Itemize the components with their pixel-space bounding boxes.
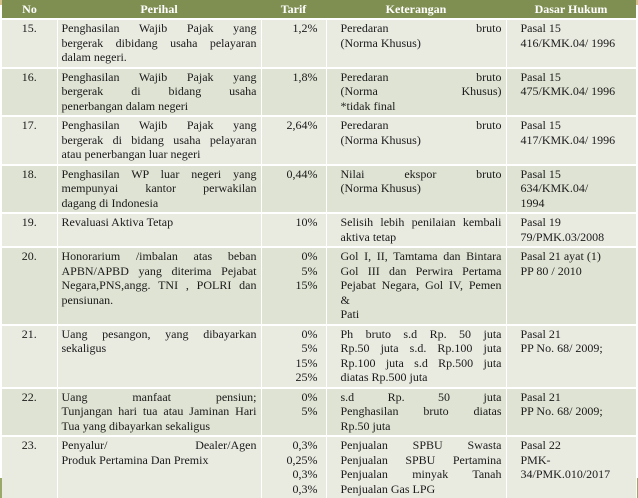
perihal-line: bergerak di bidang usaha — [61, 84, 257, 98]
keterangan-cell — [326, 325, 506, 388]
keterangan-line: (Norma Khusus) — [340, 35, 421, 50]
dasar-hukum-line: PP 80 / 2010 — [520, 263, 582, 278]
tarif-value: 0,25% — [286, 452, 318, 467]
perihal-line: Penghasilan Wajib Pajak yang — [61, 118, 257, 132]
perihal-cell — [57, 247, 261, 325]
tarif-value: 0% — [301, 249, 318, 263]
dasar-hukum-line: Pasal 15 — [520, 69, 561, 84]
dasar-hukum-line: 634/KMK.04/ — [520, 181, 589, 195]
tarif-value: 15% — [295, 278, 318, 292]
dasar-hukum-cell — [506, 116, 636, 165]
dasar-hukum-line: Pasal 15 — [520, 166, 561, 181]
perihal-cell — [57, 213, 261, 247]
keterangan-cell — [326, 436, 506, 498]
perihal-line: bergerak di bidang usaha pelayaran — [61, 132, 257, 147]
perihal-line: APBN/APBD yang diterima Pejabat — [61, 263, 257, 278]
keterangan-line: Penjualan Gas LPG — [340, 481, 436, 496]
keterangan-cell — [326, 388, 506, 437]
keterangan-cell — [326, 68, 506, 117]
perihal-line: Revaluasi Aktiva Tetap — [61, 215, 174, 229]
perihal-line: atau penerbangan luar negeri — [61, 147, 201, 161]
keterangan-cell — [326, 165, 506, 214]
perihal-line: Penghasilan Wajib Pajak yang — [61, 69, 257, 84]
keterangan-cell — [326, 116, 506, 165]
row-number: 17. — [2, 116, 57, 165]
tarif-value: 0,3% — [292, 481, 318, 496]
row-number: 22. — [2, 388, 57, 437]
keterangan-cell — [326, 247, 506, 325]
perihal-line: sekaligus — [61, 341, 107, 355]
row-number: 20. — [2, 247, 57, 325]
tarif-value: 0% — [301, 389, 318, 404]
tax-rates-table — [2, 0, 637, 498]
dasar-hukum-line: 1994 — [520, 195, 545, 210]
table-row — [2, 116, 636, 165]
tarif-value: 0,3% — [292, 467, 318, 481]
dasar-hukum-cell — [506, 213, 636, 247]
keterangan-cell — [326, 19, 506, 68]
dasar-hukum-line: Pasal 15 — [520, 118, 561, 132]
tarif-cell — [261, 165, 326, 214]
tarif-cell — [261, 19, 326, 68]
perihal-line: penerbangan dalam negeri — [61, 98, 189, 113]
dasar-hukum-line: PP No. 68/ 2009; — [520, 341, 603, 355]
dasar-hukum-line: 79/PMK.03/2008 — [520, 229, 605, 244]
row-number: 18. — [2, 165, 57, 214]
perihal-line: Produk Pertamina Dan Premix — [61, 452, 209, 467]
tarif-value: 2,64% — [286, 118, 318, 132]
perihal-line: Negara,PNS,angg. TNI , POLRI dan — [61, 278, 257, 292]
row-number: 16. — [2, 68, 57, 117]
tarif-value: 1,8% — [292, 69, 318, 84]
dasar-hukum-line: 34/PMK.010/2017 — [520, 467, 611, 481]
tarif-value: 15% — [295, 355, 318, 370]
header-perihal: Perihal — [57, 0, 261, 19]
tarif-value: 1,2% — [292, 21, 318, 35]
perihal-line: Tua yang dibayarkan sekaligus — [61, 418, 211, 433]
keterangan-line: Gol III dan Perwira Pertama — [340, 263, 502, 278]
keterangan-line: Rp.50 juta s.d. Rp.100 juta — [340, 341, 502, 355]
tarif-value: 5% — [301, 404, 318, 418]
dasar-hukum-cell — [506, 68, 636, 117]
dasar-hukum-line: Pasal 21 ayat (1) — [520, 249, 601, 263]
perihal-line: Penghasilan Wajib Pajak yang — [61, 21, 257, 35]
perihal-cell — [57, 165, 261, 214]
perihal-line: Honorarium /imbalan atas beban — [61, 249, 257, 263]
perihal-cell — [57, 19, 261, 68]
keterangan-line: (Norma Khusus) — [340, 181, 421, 195]
dasar-hukum-line: PMK- — [520, 452, 551, 467]
row-number: 19. — [2, 213, 57, 247]
keterangan-line: Pejabat Negara, Gol IV, Pemen & — [340, 278, 502, 307]
perihal-line: bergerak dibidang usaha pelayaran — [61, 35, 257, 50]
dasar-hukum-cell — [506, 165, 636, 214]
keterangan-line: (Norma Khusus) — [340, 132, 421, 147]
header-keterangan: Keterangan — [326, 0, 506, 19]
tarif-cell — [261, 436, 326, 498]
keterangan-line: Penjualan minyak Tanah — [340, 467, 502, 481]
perihal-line: Penghasilan WP luar negeri yang — [61, 166, 257, 181]
keterangan-line: diatas Rp.500 juta — [340, 370, 428, 384]
keterangan-line: Pati — [340, 307, 360, 321]
keterangan-line: Nilai ekspor bruto — [340, 166, 502, 181]
perihal-cell — [57, 325, 261, 388]
tarif-value: 5% — [301, 341, 318, 355]
keterangan-line: Penjualan SPBU Pertamina — [340, 452, 502, 467]
table-row — [2, 388, 636, 437]
perihal-cell — [57, 68, 261, 117]
table-row — [2, 247, 636, 325]
tarif-value: 0,44% — [286, 166, 318, 181]
keterangan-line: Gol I, II, Tamtama dan Bintara — [340, 249, 502, 263]
table-row — [2, 325, 636, 388]
perihal-line: Uang manfaat pensiun; — [61, 389, 257, 404]
header-dasar-hukum: Dasar Hukum — [506, 0, 636, 19]
keterangan-line: Penjualan SPBU Swasta — [340, 438, 502, 452]
tarif-cell — [261, 247, 326, 325]
perihal-cell — [57, 436, 261, 498]
dasar-hukum-cell — [506, 436, 636, 498]
tarif-value: 0% — [301, 326, 318, 341]
dasar-hukum-line: 475/KMK.04/ 1996 — [520, 84, 616, 98]
table-header-row — [2, 0, 636, 19]
keterangan-cell — [326, 213, 506, 247]
perihal-line: dalam negeri. — [61, 50, 127, 64]
keterangan-line: aktiva tetap — [340, 229, 397, 244]
dasar-hukum-cell — [506, 19, 636, 68]
dasar-hukum-line: Pasal 21 — [520, 326, 561, 341]
keterangan-line: Selisih lebih penilaian kembali — [340, 215, 502, 229]
perihal-line: mempunyai kantor perwakilan — [61, 181, 257, 195]
dasar-hukum-cell — [506, 247, 636, 325]
keterangan-line: Rp.100 juta s.d Rp.500 juta — [340, 355, 502, 370]
row-number: 23. — [2, 436, 57, 498]
keterangan-line: Peredaran bruto — [340, 69, 502, 84]
row-number: 21. — [2, 325, 57, 388]
table-row — [2, 213, 636, 247]
dasar-hukum-line: PP No. 68/ 2009; — [520, 404, 603, 418]
keterangan-line: Peredaran bruto — [340, 118, 502, 132]
dasar-hukum-line: Pasal 21 — [520, 389, 561, 404]
row-number: 15. — [2, 19, 57, 68]
table-row — [2, 165, 636, 214]
perihal-cell — [57, 116, 261, 165]
keterangan-line: Rp.50 juta — [340, 418, 391, 433]
tarif-value: 5% — [301, 263, 318, 278]
dasar-hukum-line: Pasal 19 — [520, 215, 561, 229]
keterangan-line: Ph bruto s.d Rp. 50 juta — [340, 326, 502, 341]
header-no: No — [2, 0, 57, 19]
tarif-value: 10% — [295, 215, 318, 229]
dasar-hukum-line: 416/KMK.04/ 1996 — [520, 35, 616, 50]
tarif-cell — [261, 388, 326, 437]
table-row — [2, 19, 636, 68]
dasar-hukum-line: Pasal 22 — [520, 438, 561, 452]
perihal-line: Penyalur/ Dealer/Agen — [61, 438, 257, 452]
perihal-cell — [57, 388, 261, 437]
keterangan-line: s.d Rp. 50 juta — [340, 389, 502, 404]
keterangan-line: *tidak final — [340, 98, 396, 113]
tarif-cell — [261, 68, 326, 117]
header-tarif: Tarif — [261, 0, 326, 19]
tarif-cell — [261, 116, 326, 165]
table-row — [2, 436, 636, 498]
keterangan-line: Peredaran bruto — [340, 21, 502, 35]
dasar-hukum-cell — [506, 388, 636, 437]
dasar-hukum-line: Pasal 15 — [520, 21, 561, 35]
perihal-line: Uang pesangon, yang dibayarkan — [61, 326, 257, 341]
dasar-hukum-cell — [506, 325, 636, 388]
perihal-line: dagang di Indonesia — [61, 195, 159, 210]
perihal-line: Tunjangan hari tua atau Jaminan Hari — [61, 404, 257, 418]
tarif-value: 0,3% — [292, 438, 318, 452]
tarif-value: 25% — [295, 370, 318, 384]
perihal-line: pensiunan. — [61, 292, 114, 307]
table-row — [2, 68, 636, 117]
dasar-hukum-line: 417/KMK.04/ 1996 — [520, 132, 616, 147]
keterangan-line: Penghasilan bruto diatas — [340, 404, 502, 418]
tarif-cell — [261, 325, 326, 388]
tarif-cell — [261, 213, 326, 247]
keterangan-line: (Norma Khusus) — [340, 84, 502, 98]
